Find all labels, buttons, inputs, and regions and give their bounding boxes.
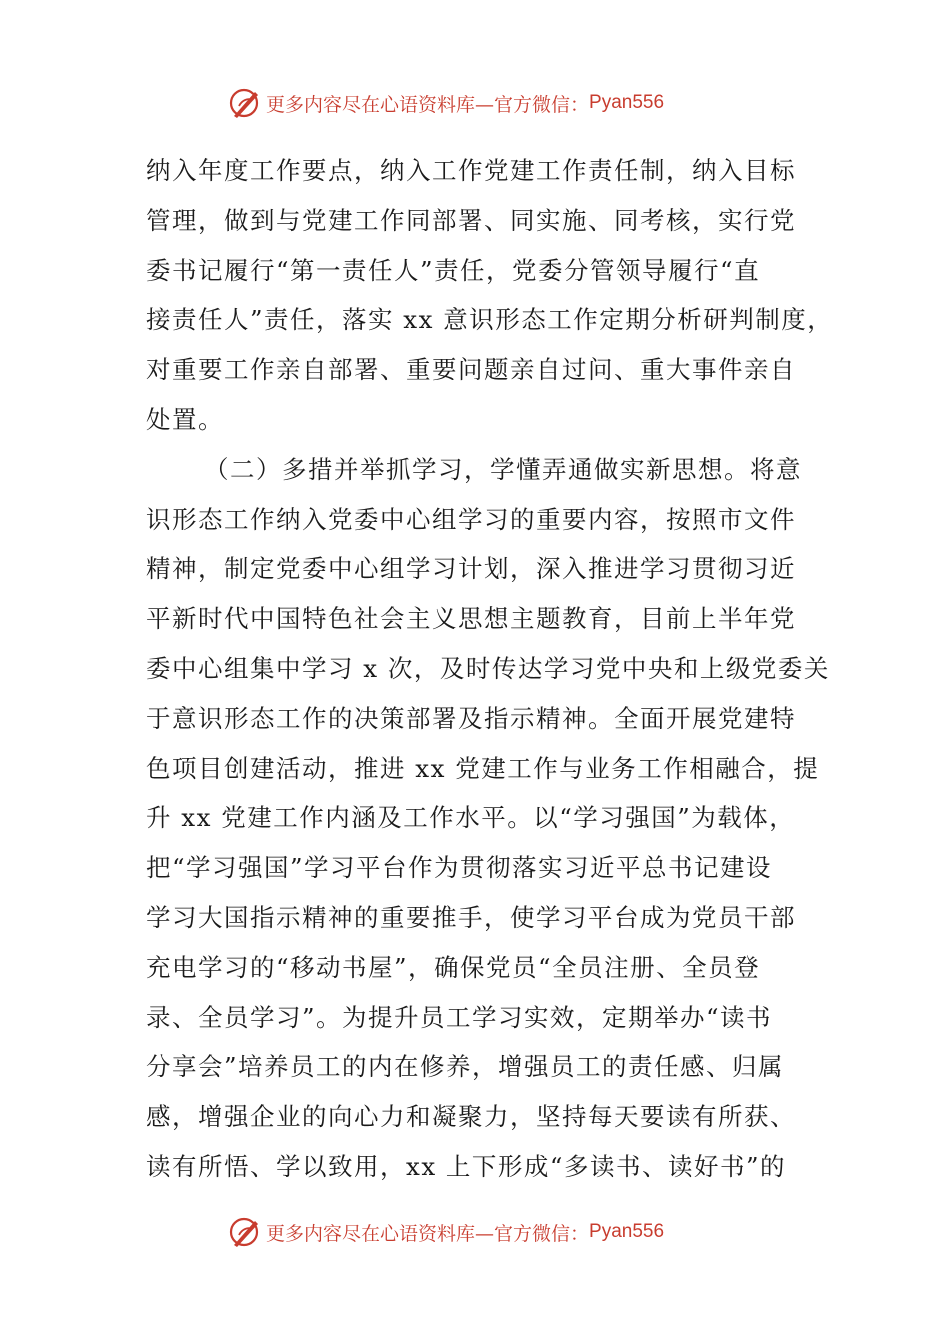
text-line: 读有所悟、学以致用，xx 上下形成“多读书、读好书”的 — [146, 1151, 786, 1181]
text-line: 学习大国指示精神的重要推手，使学习平台成为党员干部 — [146, 902, 796, 932]
watermark-wechat-id: Pyan556 — [589, 1221, 665, 1242]
text-line: 委中心组集中学习 x 次，及时传达学习党中央和上级党委关 — [146, 653, 830, 683]
text-line: 分享会”培养员工的内在修养，增强员工的责任感、归属 — [146, 1052, 785, 1082]
text-line: 平新时代中国特色社会主义思想主题教育，目前上半年党 — [146, 604, 796, 634]
text-line: 录、全员学习”。为提升员工学习实效，定期举办“读书 — [146, 1002, 773, 1032]
text-line: 对重要工作亲自部署、重要问题亲自过问、重大事件亲自 — [146, 355, 796, 385]
text-line: 于意识形态工作的决策部署及指示精神。全面开展党建特 — [146, 703, 796, 733]
footer-watermark — [0, 1212, 950, 1252]
paragraph-heading-line: （二）多措并举抓学习，学懂弄通做实新思想。将意 — [204, 454, 802, 484]
text-line: 管理，做到与党建工作同部署、同实施、同考核，实行党 — [146, 205, 796, 235]
text-line: 把“学习强国”学习平台作为贯彻落实习近平总书记建设 — [146, 853, 773, 883]
watermark-text: 更多内容尽在心语资料库—官方微信： — [266, 93, 590, 116]
text-line: 充电学习的“移动书屋”，确保党员“全员注册、全员登 — [146, 952, 761, 982]
watermark-text: 更多内容尽在心语资料库—官方微信： — [266, 1222, 590, 1245]
text-line: 感，增强企业的向心力和凝聚力，坚持每天要读有所获、 — [146, 1102, 796, 1132]
text-line: 精神，制定党委中心组学习计划，深入推进学习贯彻习近 — [146, 554, 796, 584]
document-body — [146, 146, 834, 1192]
text-line: 处置。 — [146, 404, 224, 434]
text-line: 委书记履行“第一责任人”责任，党委分管领导履行“直 — [146, 255, 761, 285]
watermark-wechat-id: Pyan556 — [589, 92, 665, 113]
text-line: 接责任人”责任，落实 xx 意识形态工作定期分析研判制度， — [146, 305, 834, 335]
text-line: 识形态工作纳入党委中心组学习的重要内容，按照市文件 — [146, 504, 796, 534]
header-watermark — [0, 83, 950, 123]
text-line: 纳入年度工作要点，纳入工作党建工作责任制，纳入目标 — [146, 156, 796, 185]
text-line: 升 xx 党建工作内涵及工作水平。以“学习强国”为载体， — [146, 803, 796, 833]
pen-logo-icon — [228, 1215, 262, 1249]
pen-logo-icon — [228, 86, 262, 120]
text-line: 色项目创建活动，推进 xx 党建工作与业务工作相融合，提 — [146, 753, 820, 783]
